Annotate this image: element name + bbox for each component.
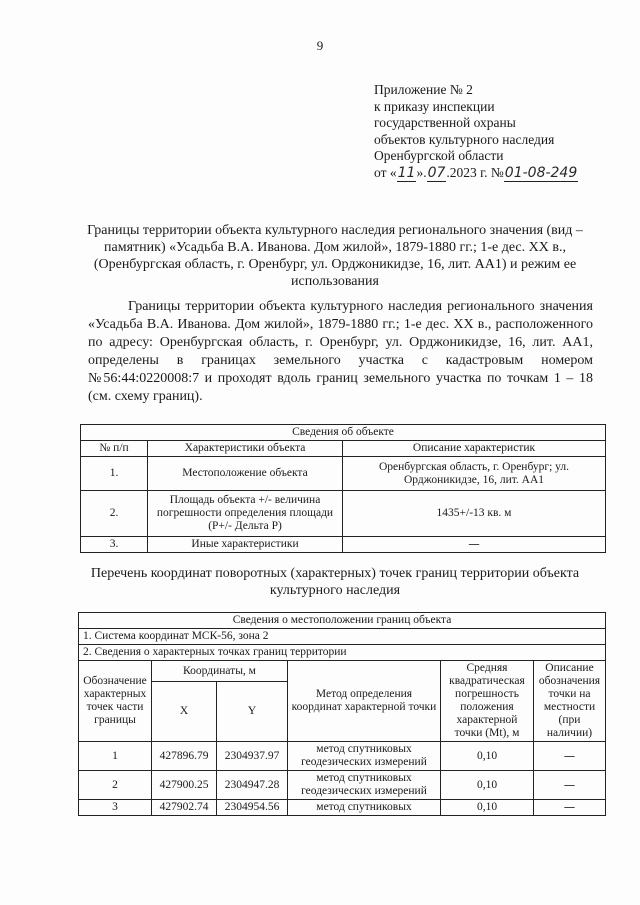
coord-table-caption: Сведения о местоположении границ объекта <box>79 613 606 629</box>
coord-row-x: 427902.74 <box>152 800 217 816</box>
handwritten-day: 11 <box>397 164 416 181</box>
coord-row-x: 427896.79 <box>152 742 217 771</box>
object-row-desc: 1435+/-13 кв. м <box>343 491 606 537</box>
object-info-table <box>80 424 606 553</box>
points-title: 2. Сведения о характерных точках границ территории <box>79 645 606 661</box>
header-method: Метод определения координат характерной точки <box>288 661 441 742</box>
coord-row-y: 2304954.56 <box>217 800 288 816</box>
header-x: X <box>152 682 217 742</box>
coord-row-method: метод спутниковых геодезических измерений <box>288 742 441 771</box>
appendix-line-2: к приказу инспекции <box>374 98 495 114</box>
object-row-desc: — <box>343 537 606 553</box>
coord-row-y: 2304947.28 <box>217 771 288 800</box>
object-header-char: Характеристики объекта <box>148 441 343 457</box>
appendix-line-4: объектов культурного наследия <box>374 131 555 147</box>
coord-row-error: 0,10 <box>441 800 534 816</box>
page-number: 9 <box>316 38 324 53</box>
coord-row-method: метод спутниковых геодезических измерений <box>288 771 441 800</box>
coord-row-method: метод спутниковых <box>288 800 441 816</box>
appendix-line-5: Оренбургской области <box>374 148 504 163</box>
handwritten-order-number: 01-08-249 <box>504 164 578 181</box>
document-title: Границы территории объекта культурного наследия регионального значения (вид – памятник) «Усадьба В.А. Иванова. Дом жилой», 1879-1880 гг.; 1-е дес. XX в., (Оренбургская область, г. Оренбург, ул. Орджоникидзе, 16, лит. АА1) и режим ее использования <box>87 223 583 289</box>
coord-row-desc: — <box>534 742 606 771</box>
object-row-char: Площадь объекта +/- величина погрешности определения площади (P+/- Дельта P) <box>148 491 343 537</box>
coordinates-table <box>78 612 606 816</box>
handwritten-month: 07 <box>427 164 446 181</box>
object-row-num: 2. <box>81 491 148 537</box>
object-header-desc: Описание характеристик <box>343 441 606 457</box>
object-row-num: 1. <box>81 457 148 491</box>
date-prefix: от « <box>374 164 397 180</box>
object-header-num: № п/п <box>81 441 148 457</box>
coord-row-n: 1 <box>79 742 152 771</box>
coordinates-heading: Перечень координат поворотных (характерных) точек границ территории объекта культурного наследия <box>90 566 580 598</box>
object-row-char: Местоположение объекта <box>148 457 343 491</box>
coord-row-desc: — <box>534 771 606 800</box>
date-mid: ». <box>416 164 427 180</box>
object-row-desc: Оренбургская область, г. Оренбург; ул. Орджоникидзе, 16, лит. АА1 <box>343 457 606 491</box>
coord-row-x: 427900.25 <box>152 771 217 800</box>
date-year: .2023 г. № <box>446 164 504 180</box>
object-row-num: 3. <box>81 537 148 553</box>
boundaries-paragraph: Границы территории объекта культурного наследия регионального значения «Усадьба В.А. Иванова. Дом жилой», 1879-1880 гг.; 1-е дес. XX в., расположенного по адресу: Оренбургская область, г. Оренбург, ул. Орджоникидзе, 16, лит. АА1, определены в границах земельного участка с кадастровым номером №56:44:0220008:7 и проходят вдоль границ земельного участка по точкам 1 – 18 (см. схему границ). <box>88 299 593 404</box>
appendix-block <box>374 82 578 181</box>
coord-row-desc: — <box>534 800 606 816</box>
header-description: Описание обозначения точки на местности (при наличии) <box>534 661 606 742</box>
appendix-line-3: государственной охраны <box>374 115 516 130</box>
coord-row-y: 2304937.97 <box>217 742 288 771</box>
header-designation: Обозначение характерных точек части границы <box>79 661 152 742</box>
coord-row-error: 0,10 <box>441 742 534 771</box>
object-table-caption: Сведения об объекте <box>81 425 606 441</box>
header-y: Y <box>217 682 288 742</box>
header-error: Средняя квадратическая погрешность положения характерной точки (Mt), м <box>441 661 534 742</box>
coord-row-error: 0,10 <box>441 771 534 800</box>
coord-system: 1. Система координат МСК-56, зона 2 <box>79 629 606 645</box>
appendix-line-1: Приложение № 2 <box>374 82 473 97</box>
header-coordinates: Координаты, м <box>152 661 288 682</box>
coord-row-n: 2 <box>79 771 152 800</box>
appendix-date-line <box>374 165 578 182</box>
object-row-char: Иные характеристики <box>148 537 343 553</box>
coord-row-n: 3 <box>79 800 152 816</box>
